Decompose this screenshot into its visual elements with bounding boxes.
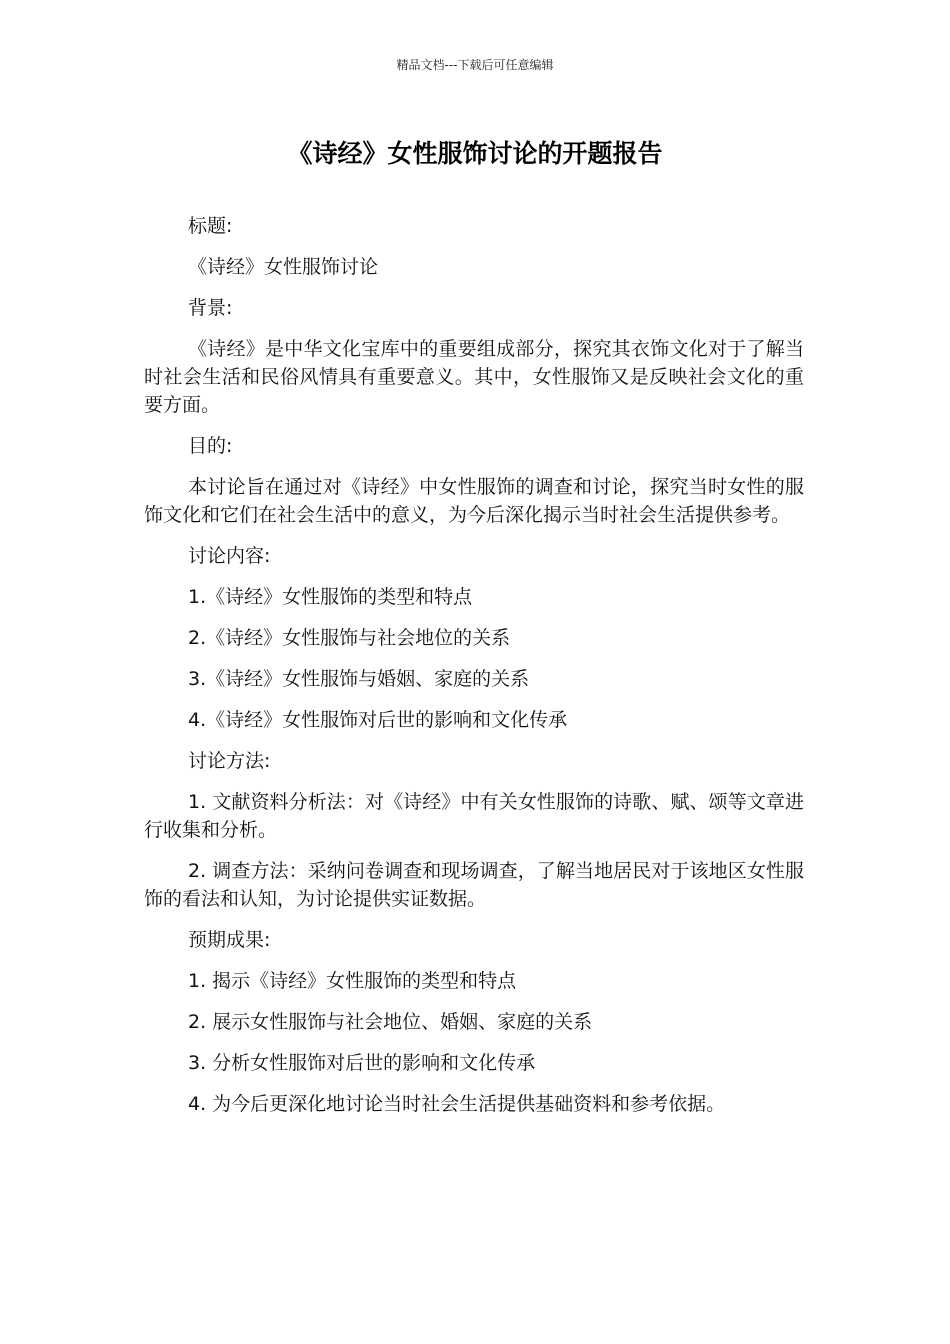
purpose-text: 本讨论旨在通过对《诗经》中女性服饰的调查和讨论，探究当时女性的服饰文化和它们在社会生活中的意义，为今后深化揭示当时社会生活提供参考。 <box>144 476 804 526</box>
outcome-item: 2. 展示女性服饰与社会地位、婚姻、家庭的关系 <box>188 1011 593 1033</box>
section-label-title: 标题: <box>188 215 233 237</box>
section-label-method: 讨论方法: <box>188 750 271 772</box>
page-header-note: 精品文档---下载后可任意编辑 <box>396 58 554 72</box>
section-label-outcomes: 预期成果: <box>188 929 271 951</box>
background-text: 《诗经》是中华文化宝库中的重要组成部分，探究其衣饰文化对于了解当时社会生活和民俗风情具有重要意义。其中，女性服饰又是反映社会文化的重要方面。 <box>144 338 804 416</box>
content-item: 3.《诗经》女性服饰与婚姻、家庭的关系 <box>188 668 530 690</box>
section-label-background: 背景: <box>188 297 233 319</box>
content-item: 2.《诗经》女性服饰与社会地位的关系 <box>188 627 511 649</box>
method-item: 1. 文献资料分析法：对《诗经》中有关女性服饰的诗歌、赋、颂等文章进行收集和分析。 <box>144 791 804 841</box>
content-item: 4.《诗经》女性服饰对后世的影响和文化传承 <box>188 709 568 731</box>
title-text: 《诗经》女性服饰讨论 <box>188 256 379 278</box>
section-label-purpose: 目的: <box>188 435 233 457</box>
outcome-item: 4. 为今后更深化地讨论当时社会生活提供基础资料和参考依据。 <box>188 1093 726 1115</box>
outcome-item: 1. 揭示《诗经》女性服饰的类型和特点 <box>188 970 517 992</box>
method-item: 2. 调查方法：采纳问卷调查和现场调查，了解当地居民对于该地区女性服饰的看法和认知，为讨论提供实证数据。 <box>144 860 804 910</box>
section-label-content: 讨论内容: <box>188 545 271 567</box>
content-item: 1.《诗经》女性服饰的类型和特点 <box>188 586 473 608</box>
document-title: 《诗经》女性服饰讨论的开题报告 <box>287 139 663 168</box>
outcome-item: 3. 分析女性服饰对后世的影响和文化传承 <box>188 1052 536 1074</box>
document-body <box>144 212 804 1131</box>
